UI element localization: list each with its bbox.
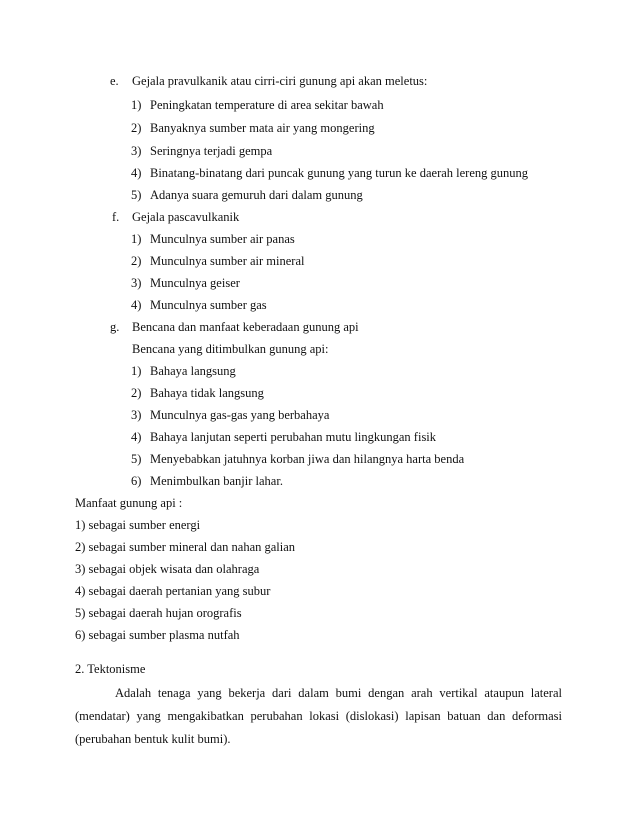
list-item: 3) sebagai objek wisata dan olahraga	[75, 562, 260, 576]
list-item: Banyaknya sumber mata air yang mongering	[150, 121, 375, 135]
list-item: Menyebabkan jatuhnya korban jiwa dan hilangnya harta benda	[150, 452, 465, 466]
list-item: 6) sebagai sumber plasma nutfah	[75, 628, 240, 642]
manfaat-title: Manfaat gunung api :	[75, 496, 183, 510]
list-item: Seringnya terjadi gempa	[150, 144, 273, 158]
list-item-number: 1)	[131, 364, 142, 378]
list-item-number: 4)	[131, 430, 142, 444]
list-item-number: 2)	[131, 254, 142, 268]
list-item-number: 3)	[131, 144, 142, 158]
list-item: Munculnya sumber gas	[150, 298, 267, 312]
list-item-number: 3)	[131, 276, 142, 290]
list-item-number: 4)	[131, 166, 142, 180]
section-g-subtitle: Bencana yang ditimbulkan gunung api:	[132, 342, 329, 356]
list-item-number: 1)	[131, 98, 142, 112]
section-heading: 2. Tektonisme	[75, 662, 146, 676]
list-item: Adanya suara gemuruh dari dalam gunung	[150, 188, 363, 202]
list-item-number: 5)	[131, 188, 142, 202]
list-item-number: 5)	[131, 452, 142, 466]
list-item-number: 6)	[131, 474, 142, 488]
list-item-number: 4)	[131, 298, 142, 312]
section-f-title: Gejala pascavulkanik	[132, 210, 240, 224]
paragraph-line: (mendatar) yang mengakibatkan perubahan lokasi (dislokasi) lapisan batuan dan deformasi	[75, 709, 562, 723]
list-item-number: 3)	[131, 408, 142, 422]
list-item: Bahaya tidak langsung	[150, 386, 264, 400]
list-item: Bahaya lanjutan seperti perubahan mutu lingkungan fisik	[150, 430, 437, 444]
list-item: Munculnya sumber air panas	[150, 232, 295, 246]
list-item: Binatang-binatang dari puncak gunung yang turun ke daerah lereng gunung	[150, 166, 529, 180]
list-item: 2) sebagai sumber mineral dan nahan galian	[75, 540, 296, 554]
list-item: Peningkatan temperature di area sekitar bawah	[150, 98, 384, 112]
list-item: 1) sebagai sumber energi	[75, 518, 201, 532]
section-g-title: Bencana dan manfaat keberadaan gunung api	[132, 320, 359, 334]
list-item-number: 1)	[131, 232, 142, 246]
list-item-number: 2)	[131, 386, 142, 400]
section-e-marker: e.	[110, 74, 119, 88]
section-f-marker: f.	[112, 210, 120, 224]
list-item: Bahaya langsung	[150, 364, 236, 378]
list-item: Munculnya sumber air mineral	[150, 254, 305, 268]
list-item: 4) sebagai daerah pertanian yang subur	[75, 584, 271, 598]
list-item-number: 2)	[131, 121, 142, 135]
list-item: Munculnya geiser	[150, 276, 240, 290]
list-item: Menimbulkan banjir lahar.	[150, 474, 283, 488]
section-e-title: Gejala pravulkanik atau cirri-ciri gunung api akan meletus:	[132, 74, 428, 88]
section-g-marker: g.	[110, 320, 120, 334]
list-item: Munculnya gas-gas yang berbahaya	[150, 408, 330, 422]
paragraph-line: (perubahan bentuk kulit bumi).	[75, 732, 231, 746]
paragraph-line: Adalah tenaga yang bekerja dari dalam bumi dengan arah vertikal ataupun lateral	[115, 686, 562, 700]
list-item: 5) sebagai daerah hujan orografis	[75, 606, 242, 620]
